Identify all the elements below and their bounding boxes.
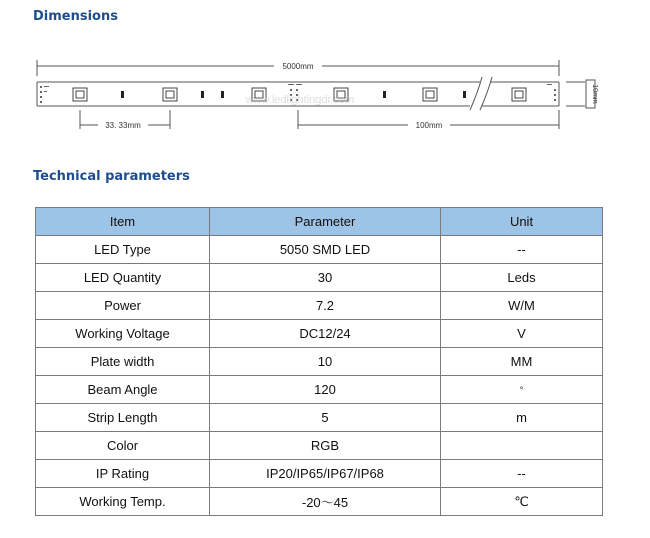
table-row xyxy=(36,320,603,348)
cell-unit: MM xyxy=(441,348,603,376)
table-row xyxy=(36,236,603,264)
header-parameter: Parameter xyxy=(210,208,441,236)
cell-parameter: RGB xyxy=(210,432,441,460)
solder-pads-left xyxy=(40,86,49,103)
width-label: 10mm xyxy=(591,84,598,104)
table-row xyxy=(36,432,603,460)
cell-parameter: 5 xyxy=(210,404,441,432)
technical-parameters-heading: Technical parameters xyxy=(33,169,190,184)
cell-unit: -- xyxy=(441,236,603,264)
cell-item: Working Temp. xyxy=(36,488,210,516)
dimensions-heading: Dimensions xyxy=(33,9,118,24)
cell-item: LED Type xyxy=(36,236,210,264)
cell-parameter: -20～45 xyxy=(210,488,441,516)
cell-unit: V xyxy=(441,320,603,348)
cell-parameter: 120 xyxy=(210,376,441,404)
watermark: www.ledlightingdr.com xyxy=(245,94,355,106)
cell-parameter: 30 xyxy=(210,264,441,292)
cell-parameter: 7.2 xyxy=(210,292,441,320)
header-unit: Unit xyxy=(441,208,603,236)
table-row xyxy=(36,404,603,432)
cell-item: Color xyxy=(36,432,210,460)
table-row xyxy=(36,264,603,292)
cell-item: Strip Length xyxy=(36,404,210,432)
cell-item: LED Quantity xyxy=(36,264,210,292)
table-header-row xyxy=(36,208,603,236)
cell-parameter: 5050 SMD LED xyxy=(210,236,441,264)
cell-unit: ° xyxy=(441,376,603,404)
cell-parameter: 10 xyxy=(210,348,441,376)
table-row xyxy=(36,376,603,404)
technical-parameters-table xyxy=(35,207,603,516)
cell-parameter: DC12/24 xyxy=(210,320,441,348)
cell-unit: ℃ xyxy=(441,488,603,516)
cell-unit: W/M xyxy=(441,292,603,320)
table-row xyxy=(36,460,603,488)
solder-pads-right xyxy=(547,84,556,101)
table-row xyxy=(36,348,603,376)
table-row xyxy=(36,488,603,516)
cell-unit: -- xyxy=(441,460,603,488)
cell-item: Power xyxy=(36,292,210,320)
table-row xyxy=(36,292,603,320)
cell-unit: Leds xyxy=(441,264,603,292)
led-strip-dimension-diagram xyxy=(0,50,650,140)
cell-unit: m xyxy=(441,404,603,432)
cell-item: IP Rating xyxy=(36,460,210,488)
cell-item: Beam Angle xyxy=(36,376,210,404)
header-item: Item xyxy=(36,208,210,236)
cell-item: Working Voltage xyxy=(36,320,210,348)
cell-parameter: IP20/IP65/IP67/IP68 xyxy=(210,460,441,488)
cell-item: Plate width xyxy=(36,348,210,376)
cut-length-label: 100mm xyxy=(415,121,443,130)
cell-unit xyxy=(441,432,603,460)
total-length-label: 5000mm xyxy=(282,62,314,71)
led-spacing-label: 33. 33mm xyxy=(105,121,141,130)
